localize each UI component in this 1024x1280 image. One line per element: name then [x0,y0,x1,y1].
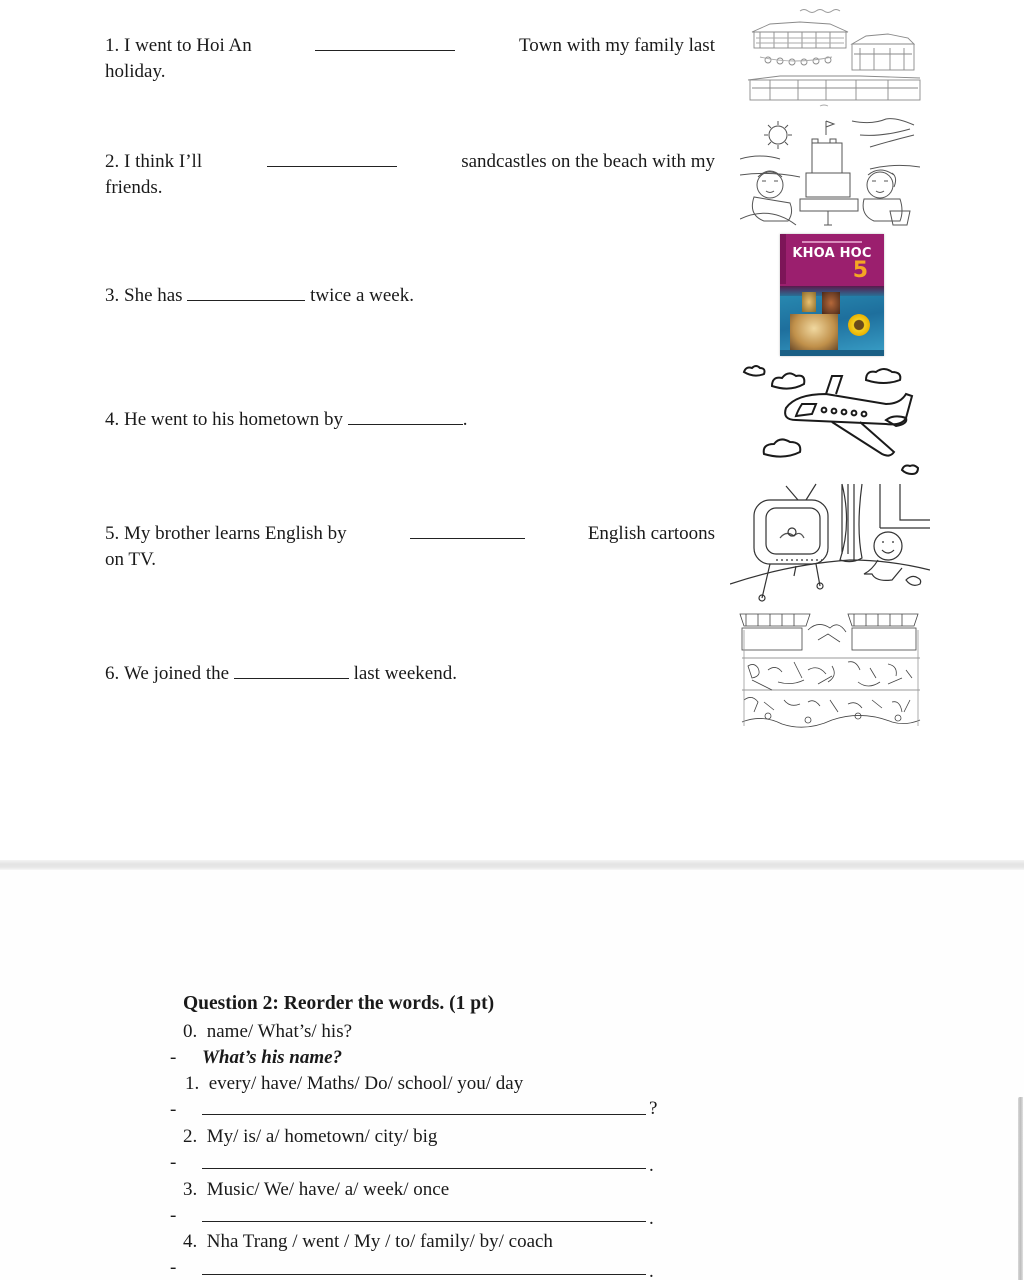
item-number: 1. [185,1073,200,1094]
answer-line-2[interactable] [202,1168,646,1169]
dash-marker: - [170,1257,177,1278]
answer-blank[interactable] [234,661,349,679]
item-prompt: every/ have/ Maths/ Do/ school/ you/ day [208,1073,524,1094]
reorder-item-3 [183,1179,449,1201]
item-number: 0. [183,1021,198,1042]
answer-blank[interactable] [267,149,397,167]
hoi-an-old-town-illustration [740,2,926,110]
question-text-after: . [462,409,468,430]
answer-end-mark: . [649,1261,654,1280]
question-6 [105,661,715,687]
question-4 [105,407,715,433]
item-number: 3. [183,1179,198,1200]
question-text-after: Town with my family last [518,35,715,56]
reorder-item-2 [183,1126,437,1148]
section-title: Question 2: Reorder the words. (1 pt) [183,993,495,1014]
example-answer: What’s his name? [202,1047,343,1068]
question-text-continuation: holiday. [105,61,166,82]
item-prompt: Nha Trang / went / My / to/ family/ by/ coach [206,1231,553,1252]
answer-end-mark: . [649,1208,654,1229]
question-number: 6. [105,663,120,684]
answer-blank[interactable] [348,407,463,425]
answer-line-4[interactable] [202,1274,646,1275]
question-number: 5. [105,523,120,544]
item-prompt: Music/ We/ have/ a/ week/ once [206,1179,450,1200]
science-textbook-cover [780,234,884,356]
answer-line-3[interactable] [202,1221,646,1222]
question-number: 4. [105,409,120,430]
children-building-sandcastle-illustration [740,115,920,232]
boy-watching-tv-illustration [730,480,930,606]
question-1 [105,33,715,85]
dash-marker: - [170,1047,177,1068]
question-5 [105,521,715,573]
question-text-after: sandcastles on the beach with my [461,151,715,172]
question-text-before: She has [124,285,183,306]
answer-end-mark: ? [649,1098,658,1119]
question-text-before: My brother learns English by [124,523,347,544]
question-number: 3. [105,285,120,306]
reorder-item-1 [185,1073,523,1095]
item-prompt: My/ is/ a/ hometown/ city/ big [206,1126,438,1147]
dash-marker: - [170,1205,177,1226]
question-2 [105,149,715,201]
dash-marker: - [170,1099,177,1120]
item-number: 2. [183,1126,198,1147]
question-text-before: We joined the [124,663,230,684]
question-text-after: English cartoons [587,523,715,544]
question-text-before: He went to his hometown by [124,409,344,430]
answer-blank[interactable] [187,283,305,301]
festival-crowd-illustration [738,610,924,736]
reorder-item-4 [183,1231,553,1253]
question-text-after: last weekend. [353,663,457,684]
book-grade: 5 [852,258,868,283]
question-text-after: twice a week. [310,285,414,306]
question-text-continuation: on TV. [105,549,157,570]
answer-end-mark: . [649,1155,654,1176]
dash-marker: - [170,1152,177,1173]
question-text-before: I went to Hoi An [124,35,252,56]
question-number: 1. [105,35,120,56]
question-3 [105,283,715,309]
scrollbar[interactable] [1018,1097,1023,1280]
example-prompt [183,1021,352,1043]
answer-blank[interactable] [410,521,525,539]
book-title: KHOA HOC [792,246,872,261]
answer-blank[interactable] [315,33,455,51]
page-separator [0,860,1024,870]
item-number: 4. [183,1231,198,1252]
question-text-before: I think I’ll [124,151,203,172]
question-number: 2. [105,151,120,172]
item-prompt: name/ What’s/ his? [206,1021,353,1042]
airplane-illustration [736,358,926,480]
answer-line-1[interactable] [202,1114,646,1115]
question-text-continuation: friends. [105,177,163,198]
